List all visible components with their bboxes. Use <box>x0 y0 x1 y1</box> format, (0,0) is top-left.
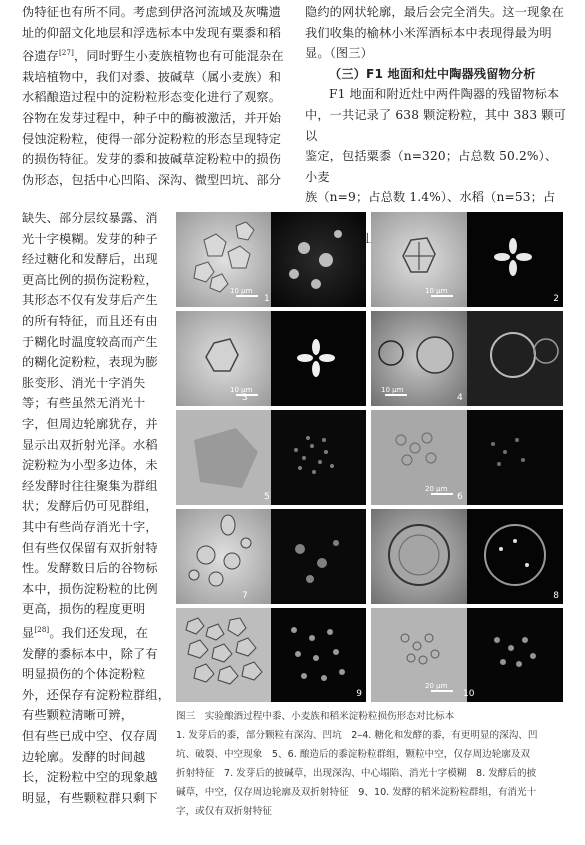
text-line: 谷物在发芽过程中，种子中的酶被激活，并开始 <box>22 111 282 126</box>
text-line: 族（n=9；占总数 1.4%）、水稻（n=53；占 <box>305 190 556 205</box>
text-line: 栽培植物中，我们对黍、披碱草（属小麦族）和 <box>22 69 282 84</box>
text-line: 更高，损伤的程度更明 <box>22 602 146 617</box>
left-wrapped-text <box>22 208 172 808</box>
panel-3-micrograph <box>176 311 366 406</box>
text-line: 的所有特征，而且还有由 <box>22 313 158 328</box>
scale-bar <box>385 394 407 396</box>
text-line: 但有些仅保留有双折射特 <box>22 540 158 555</box>
scale-bar <box>236 295 258 297</box>
caption-line: 坑、破裂、中空现象 5、6. 酿造后的黍淀粉粒群组，颗粒中空，仅存周边轮廓及双 <box>176 749 531 760</box>
text-line: 状；发酵后仍可见群组， <box>22 499 158 514</box>
panel-number: 2 <box>553 294 559 304</box>
micrograph-image <box>176 608 366 702</box>
micrograph-image <box>371 509 563 604</box>
text-line: 显[28]。我们还发现，在 <box>22 625 149 640</box>
micrograph-image <box>176 509 366 604</box>
scale-bar-label: 10 μm <box>230 287 253 295</box>
text-line: F1 地面和附近灶中两件陶器的残留物标本 <box>329 87 560 102</box>
text-line: 隐约的网状轮廓，最后会完全消失。这一现象在 <box>305 5 565 19</box>
panel-9-micrograph <box>176 608 366 702</box>
caption-line: 1. 发芽后的黍，部分颗粒有深沟、凹坑 2–4. 糖化和发酵的黍，有更明显的深沟、凹 <box>176 730 538 741</box>
scale-bar-label: 20 μm <box>425 682 448 690</box>
panel-5-micrograph <box>176 410 366 505</box>
micrograph-image <box>176 311 366 406</box>
text-line: 更高比例的损伤淀粉粒， <box>22 272 158 287</box>
caption-line: 碱草，中空，仅存周边轮廓及双折射特征 9、10. 发酵的稻米淀粉粒群组，有消光十 <box>176 787 537 798</box>
reference-marker: [27] <box>59 49 74 58</box>
scale-bar-label: 10 μm <box>425 287 448 295</box>
caption-title: 图三 实验酿酒过程中黍、小麦族和稻米淀粉粒损伤形态对比标本 <box>176 711 455 722</box>
scale-bar <box>431 690 453 692</box>
text-line: 谷遗存[27]，同时野生小麦族植物也有可能混杂在 <box>22 49 284 64</box>
text-line: 伪特征也有所不同。考虑到伊洛河流域及灰嘴遗 <box>22 5 282 19</box>
text-line: 侵蚀淀粉粒，使得一部分淀粉粒的形态呈现特定 <box>22 131 282 146</box>
text-line: 的损伤特征。发芽的黍和披碱草淀粉粒中的损伤 <box>22 152 282 167</box>
text-line: 发酵的黍标本中，除了有 <box>22 646 158 661</box>
scale-bar <box>431 493 453 495</box>
scale-bar-label: 10 μm <box>381 386 404 394</box>
text-line: 长，淀粉粒中空的现象越 <box>22 770 158 785</box>
panel-number: 4 <box>457 393 463 403</box>
micrograph-image <box>176 212 366 307</box>
text-line: 字，但周边轮廓犹存，并 <box>22 416 158 431</box>
caption-line: 字，或仅有双折射特征 <box>176 806 272 817</box>
panel-number: 7 <box>242 591 248 601</box>
text-line: 外，还保存有淀粉粒群组， <box>22 687 171 702</box>
micrograph-image <box>371 608 563 702</box>
scale-bar-label: 20 μm <box>425 485 448 493</box>
text-line: 经过糖化和发酵后，出现 <box>22 252 158 267</box>
panel-number: 9 <box>356 689 362 699</box>
text-line: 于糊化时温度较高而产生 <box>22 334 158 349</box>
text-line: 显示出双折射光泽。水稻 <box>22 437 158 452</box>
panel-10-micrograph <box>371 608 563 702</box>
text-line: 本中，损伤淀粉粒的比例 <box>22 581 158 596</box>
text-line: 址的仰韶文化地层和浮选标本中发现有粟黍和稻 <box>22 25 282 40</box>
panel-2-micrograph <box>371 212 563 307</box>
text-line: 边轮廓。发酵的时间越 <box>22 749 146 764</box>
text-line: 但有些已成中空、仅存周 <box>22 728 158 743</box>
figure-micrograph-grid <box>176 212 563 702</box>
text-line: 淀粉粒为小型多边体，未 <box>22 458 158 473</box>
figure-caption <box>176 707 568 821</box>
text-line: 明显损伤的个体淀粉粒 <box>22 667 146 682</box>
panel-6-micrograph <box>371 410 563 505</box>
left-column-text <box>22 2 285 190</box>
text-line: 胀变形、消光十字消失 <box>22 375 146 390</box>
text-line: 缺失、部分层纹暴露、消 <box>22 211 158 225</box>
text-line: 光十字模糊。发芽的种子 <box>22 231 158 246</box>
panel-7-micrograph <box>176 509 366 604</box>
caption-line: 折射特征 7. 发芽后的披碱草，出现深沟、中心塌陷、消光十字模糊 8. 发酵后的披 <box>176 768 537 779</box>
panel-number: 5 <box>264 492 270 502</box>
text-line: 水稻酿造过程中的淀粉粒形态变化进行了观察。 <box>22 90 282 105</box>
panel-1-micrograph <box>176 212 366 307</box>
text-line: 中，一共记录了 638 颗淀粉粒，其中 383 颗可以 <box>305 107 566 143</box>
panel-number: 6 <box>457 492 463 502</box>
text-line: 其形态不仅有发芽后产生 <box>22 293 158 308</box>
micrograph-image <box>371 410 563 505</box>
reference-marker: [28] <box>34 625 50 634</box>
text-line: 我们收集的榆林小米浑酒标本中表现得最为明 <box>305 25 552 40</box>
panel-number: 8 <box>553 591 559 601</box>
panel-8-micrograph <box>371 509 563 604</box>
scale-bar <box>431 295 453 297</box>
text-line: 性。发酵数日后的谷物标 <box>22 561 158 576</box>
text-line: 经发酵时往往聚集为群组 <box>22 478 158 493</box>
micrograph-image <box>371 212 563 307</box>
panel-number: 3 <box>242 393 248 403</box>
text-line: 显。（图三） <box>305 46 373 61</box>
text-line: 等；有些虽然无消光十 <box>22 396 146 411</box>
text-line: 鉴定，包括粟黍（n=320；占总数 50.2%）、小麦 <box>305 149 558 184</box>
text-line: 有些颗粒清晰可辨， <box>22 708 134 723</box>
text-line: 伪形态，包括中心凹陷、深沟、微型凹坑、部分 <box>22 172 282 187</box>
micrograph-image <box>176 410 366 505</box>
text-line: 其中有些尚存消光十字， <box>22 519 158 534</box>
scale-bar-label: 10 μm <box>230 386 253 394</box>
text-line: 明显，有些颗粒群只剩下 <box>22 790 158 805</box>
panel-number: 10 <box>463 689 475 699</box>
panel-number: 1 <box>264 294 270 304</box>
panel-4-micrograph <box>371 311 563 406</box>
section-heading: （三）F1 地面和灶中陶器残留物分析 <box>329 66 536 81</box>
text-line: 的糊化淀粉粒，表现为膨 <box>22 355 158 370</box>
